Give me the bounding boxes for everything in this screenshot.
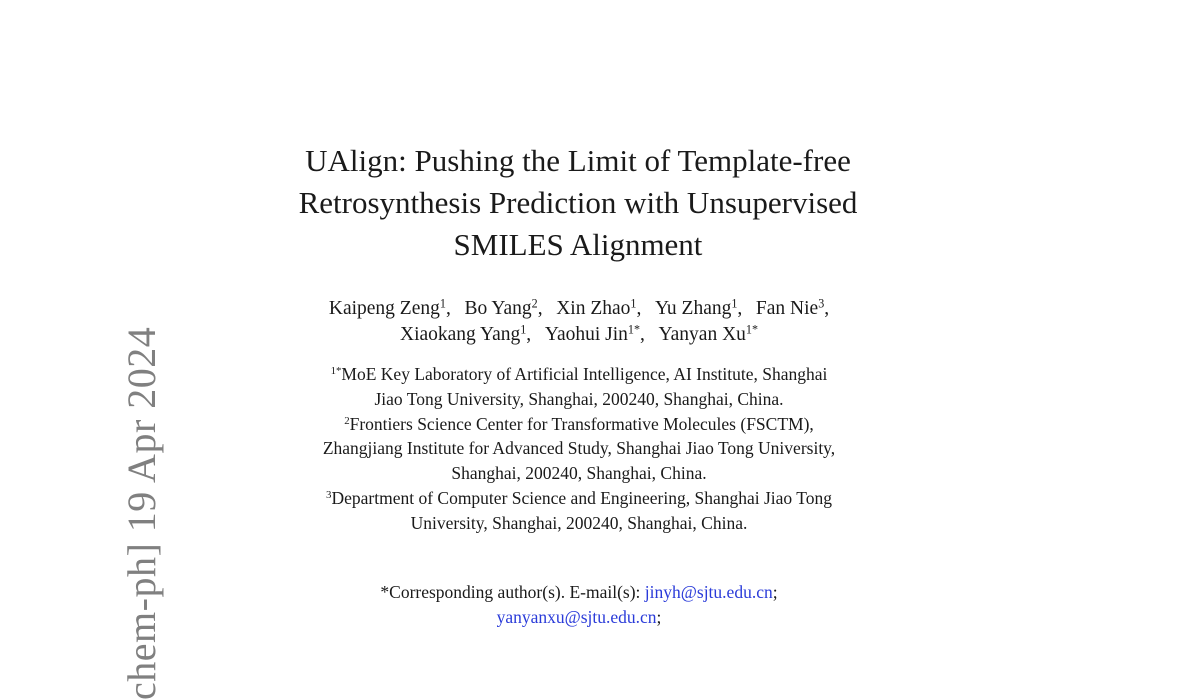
author-list: [0, 296, 1158, 348]
author-line: [0, 296, 1158, 322]
affiliation-1-line: $^{1*}$MoE Key Laboratory of Artificial Intelligence, AI Institute, Shanghai: [330, 364, 828, 384]
title-line: Retrosynthesis Prediction with Unsupervised: [298, 185, 858, 220]
author: Yaohui Jin$^{1*}$,: [544, 322, 645, 345]
author: Yanyan $Xu^{1*}$: [658, 322, 758, 345]
affiliation-2-line: Shanghai, 200240, Shanghai, China.: [451, 463, 707, 484]
paper-title: [0, 140, 1156, 266]
affiliation-list: [0, 362, 1158, 536]
affiliation-1-line: Jiao Tong University, Shanghai, 200240, Shanghai, China.: [374, 388, 784, 409]
title-line: SMILES Alignment: [453, 227, 703, 262]
author: Bo Yang$^2$,: [464, 296, 543, 319]
email-link-jinyh[interactable]: jinyh@sjtu.edu.cn: [644, 582, 773, 602]
author: Yu Zhang$^1$,: [654, 296, 743, 319]
affiliation-2-line: $^2$Frontiers Science Center for Transformative Molecules (FSCTM),: [344, 413, 814, 434]
corresponding-label: *Corresponding author(s). E-mail(s):: [380, 582, 645, 602]
arxiv-side-stamp: chem-ph] 19 Apr 2024: [119, 326, 164, 700]
author: Kaipeng Zeng$^1$,: [328, 296, 451, 319]
author: Xiaokang Yang$^1$,: [400, 322, 532, 345]
affiliation-3-line: $^3$Department of Computer Science and Engineering, Shanghai Jiao Tong: [326, 487, 832, 508]
affiliation-3-line: University, Shanghai, 200240, Shanghai, China.: [410, 512, 748, 533]
corresponding-author-note: *Corresponding author(s). E-mail(s): jinyh@sjtu.edu.cn; yanyanxu@sjtu.edu.cn;: [380, 582, 778, 627]
author-line: [0, 322, 1158, 348]
author: Xin Zhao$^1$,: [556, 296, 642, 319]
title-line: UAlign: Pushing the Limit of Template-free: [305, 143, 851, 178]
email-link-yanyanxu[interactable]: yanyanxu@sjtu.edu.cn: [496, 606, 657, 627]
affiliation-2-line: Zhangjiang Institute for Advanced Study, Shanghai Jiao Tong University,: [322, 438, 836, 459]
author: Fan Nie$^3$,: [755, 296, 830, 319]
